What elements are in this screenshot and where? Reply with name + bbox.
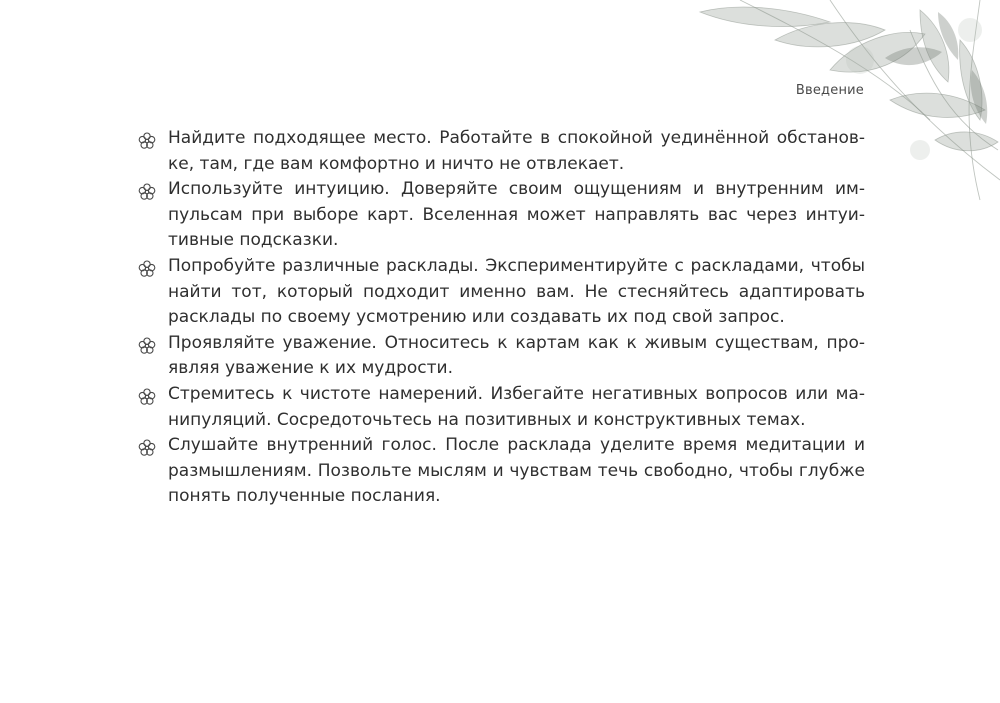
flower-outline-icon: [137, 131, 157, 151]
tip-text: Попробуйте различные расклады. Экспериментируйте с раскладами, чтобы найти тот, который подходит именно вам. Не стесняйтесь адаптировать расклады по своему усмотрению или создавать их под свой запрос.: [168, 255, 865, 328]
tip-text: Слушайте внутренний голос. После расклада уделите время медитации и размышлениям. Позвольте мыслям и чувствам течь свободно, чтобы глубже понять полученные послания.: [168, 435, 865, 507]
flower-outline-icon: [137, 438, 157, 458]
list-item: [137, 382, 865, 433]
flower-outline-icon: [137, 182, 157, 202]
flower-outline-icon: [137, 336, 157, 356]
list-item: [137, 254, 865, 331]
tip-text: Проявляйте уважение. Относитесь к картам как к живым существам, проявляя уважение к их мудрости.: [168, 332, 865, 379]
tip-text: Найдите подходящее место. Работайте в спокойной уединённой обстановке, там, где вам комфортно и ничто не отвлекает.: [168, 128, 865, 174]
tip-text: Используйте интуицию. Доверяйте своим ощущениям и внутренним импульсам при выборе карт. Вселенная может направлять вас через интуитивные подсказки.: [168, 179, 865, 251]
running-head: Введение: [795, 83, 864, 98]
list-item: [137, 126, 865, 177]
list-item: [137, 433, 865, 510]
tip-text: Стремитесь к чистоте намерений. Избегайте негативных вопросов или манипуляций. Сосредоточьтесь на позитивных и конструктивных темах.: [168, 383, 865, 430]
flower-outline-icon: [137, 387, 157, 407]
list-item: [137, 331, 865, 382]
flower-outline-icon: [137, 259, 157, 279]
list-item: [137, 177, 865, 254]
tips-list: [137, 126, 865, 510]
